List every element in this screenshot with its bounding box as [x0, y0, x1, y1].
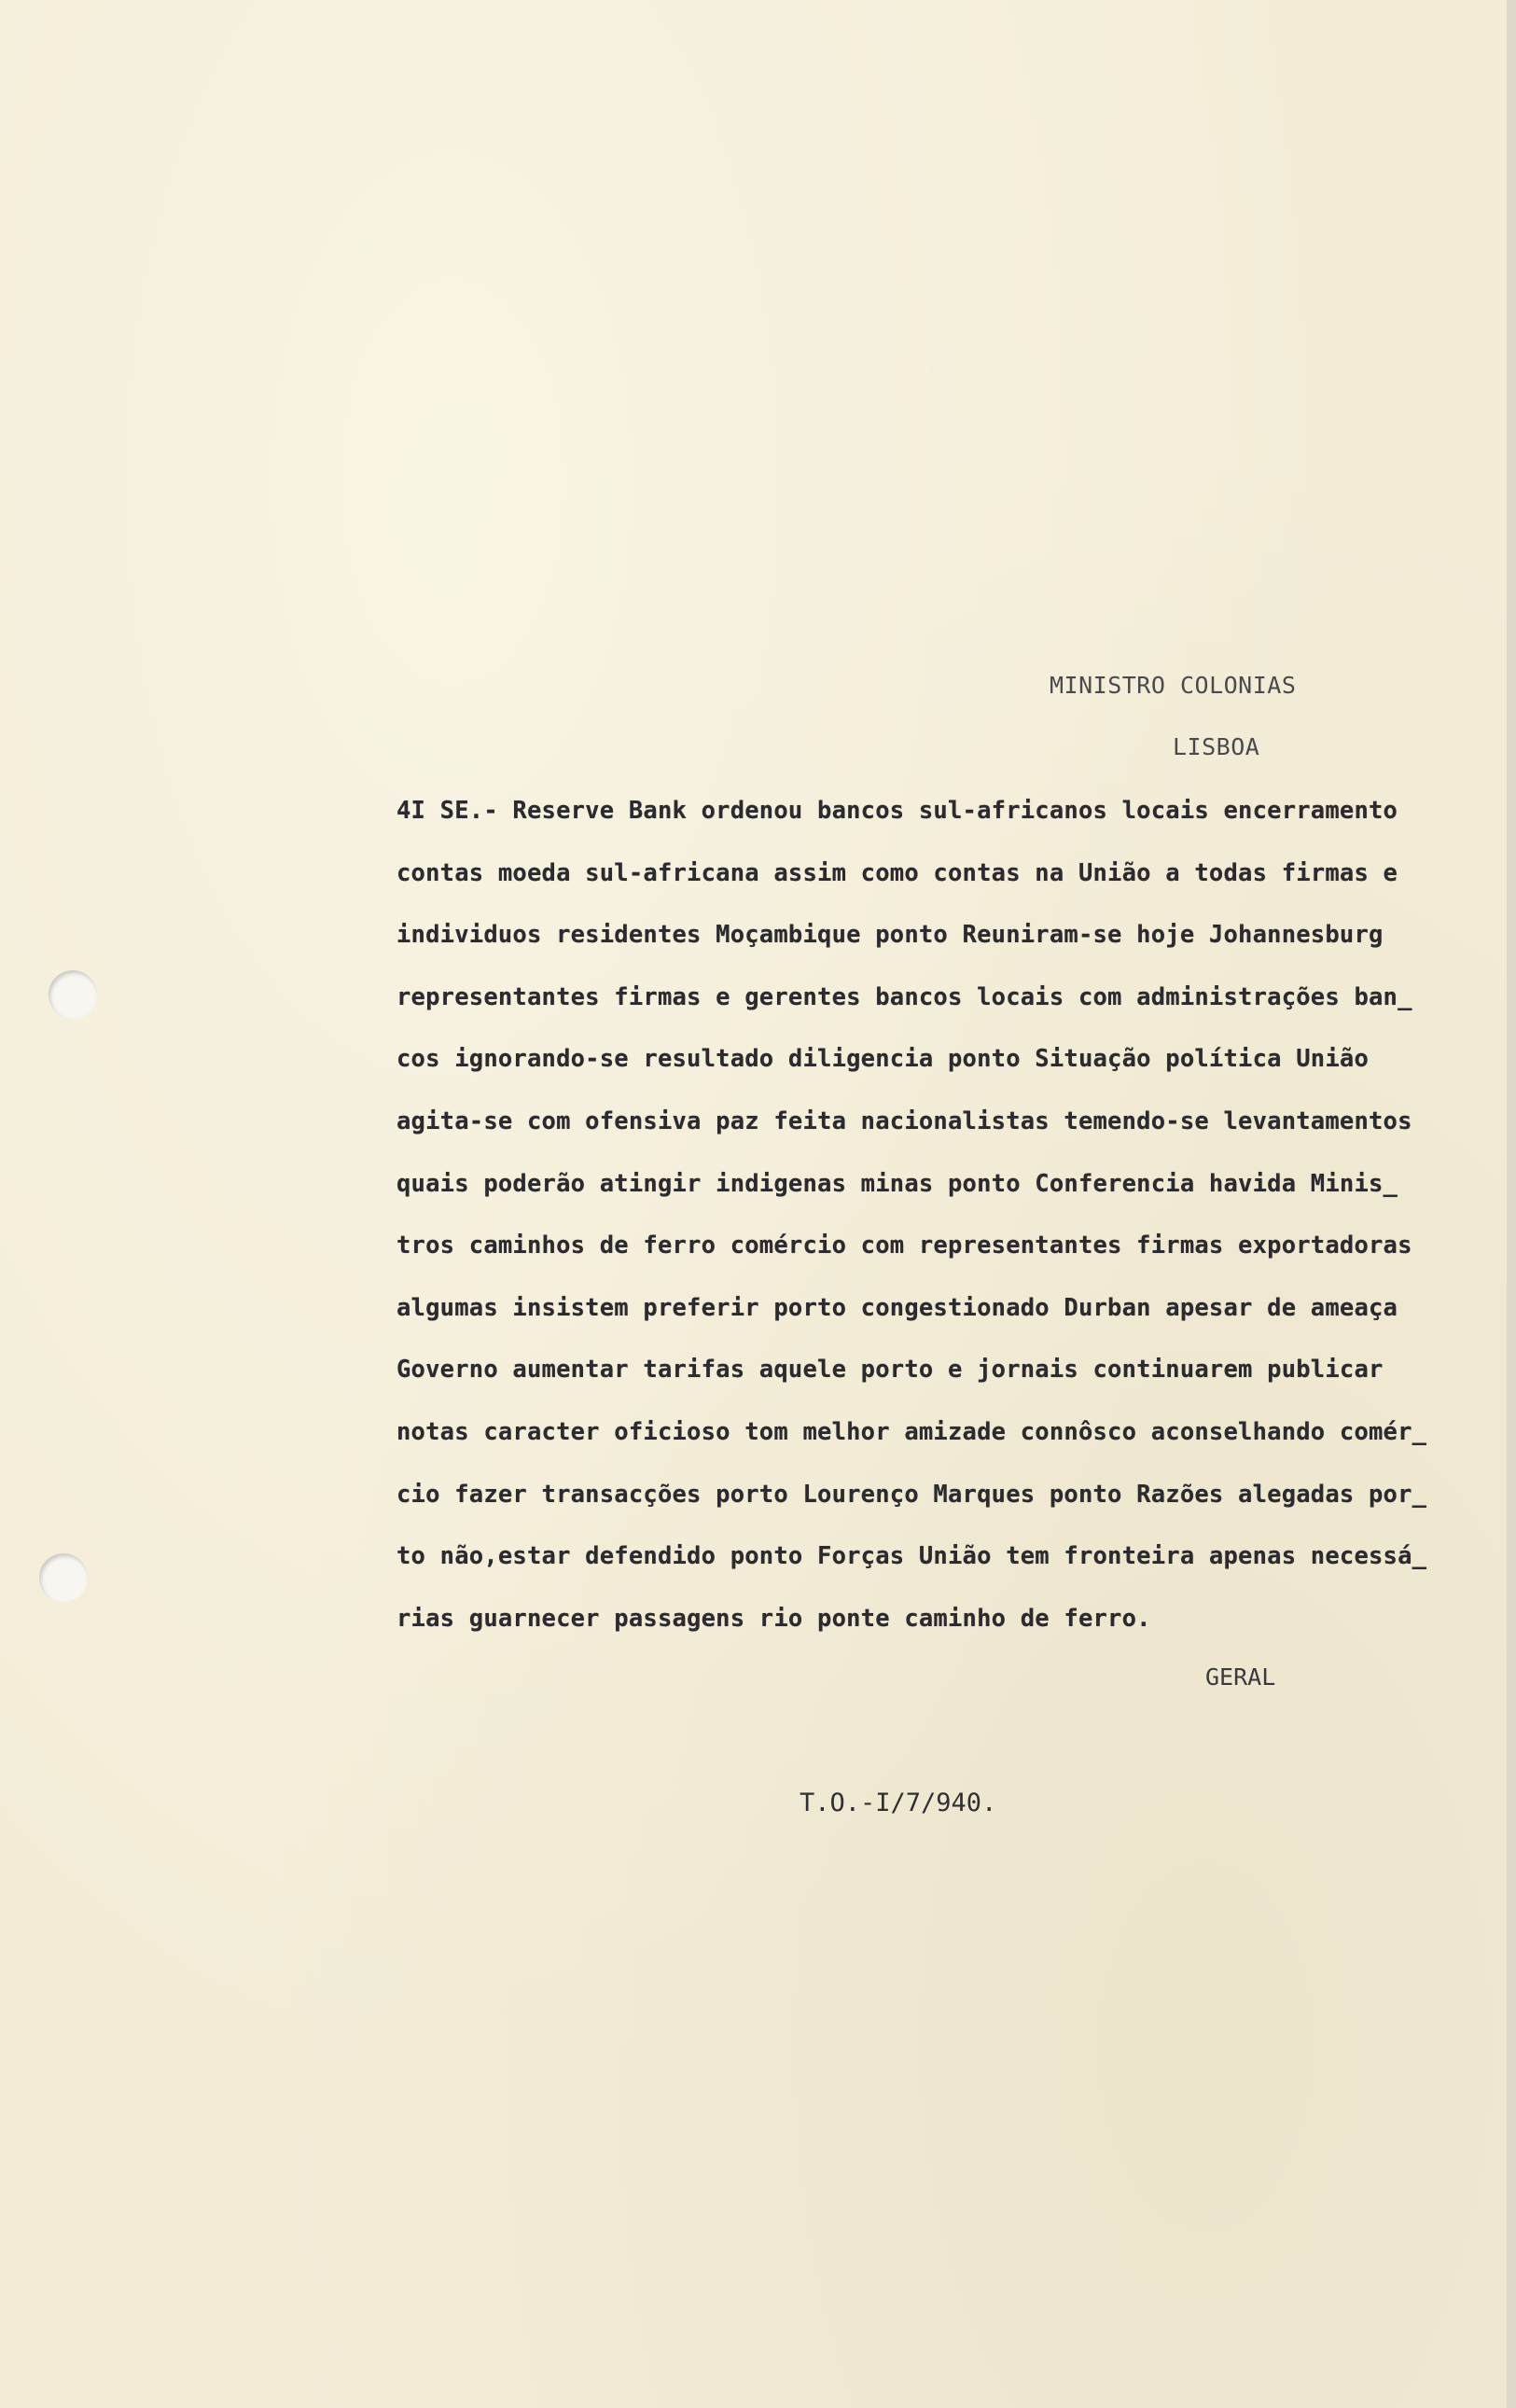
punch-hole — [49, 970, 97, 1019]
body-line: algumas insistem preferir porto congestionado Durban apesar de ameaça — [396, 1293, 1398, 1322]
addressee-line-2: LISBOA — [1173, 733, 1260, 760]
body-line: cos ignorando-se resultado diligencia ponto Situação política União — [396, 1045, 1370, 1074]
punch-hole — [39, 1553, 88, 1602]
telegram-body — [396, 788, 1497, 1658]
body-line: contas moeda sul-africana assim como contas na União a todas firmas e — [396, 858, 1398, 887]
body-line: tros caminhos de ferro comércio com representantes firmas exportadoras — [396, 1232, 1412, 1260]
addressee-line-1: MINISTRO COLONIAS — [1050, 672, 1297, 699]
body-line: representantes firmas e gerentes bancos locais com administrações ban_ — [396, 982, 1412, 1011]
body-line: notas caracter oficioso tom melhor amizade connôsco aconselhando comér_ — [396, 1417, 1427, 1446]
body-line: cio fazer transacções porto Lourenço Marques ponto Razões alegadas por_ — [396, 1480, 1427, 1509]
signature: GERAL — [1205, 1663, 1276, 1691]
body-line: 4I SE.- Reserve Bank ordenou bancos sul-africanos locais encerramento — [396, 797, 1398, 825]
body-line: quais poderão atingir indigenas minas ponto Conferencia havida Minis_ — [396, 1169, 1398, 1198]
body-line: rias guarnecer passagens rio ponte caminho de ferro. — [396, 1604, 1151, 1633]
page-edge — [1507, 0, 1516, 2408]
body-line: Governo aumentar tarifas aquele porto e jornais continuarem publicar — [396, 1356, 1384, 1385]
body-line: individuos residentes Moçambique ponto Reuniram-se hoje Johannesburg — [396, 921, 1384, 950]
body-line: to não,estar defendido ponto Forças União tem fronteira apenas necessá_ — [396, 1542, 1427, 1571]
body-line: agita-se com ofensiva paz feita nacionalistas temendo-se levantamentos — [396, 1107, 1412, 1135]
date-line: T.O.-I/7/940. — [800, 1789, 997, 1817]
